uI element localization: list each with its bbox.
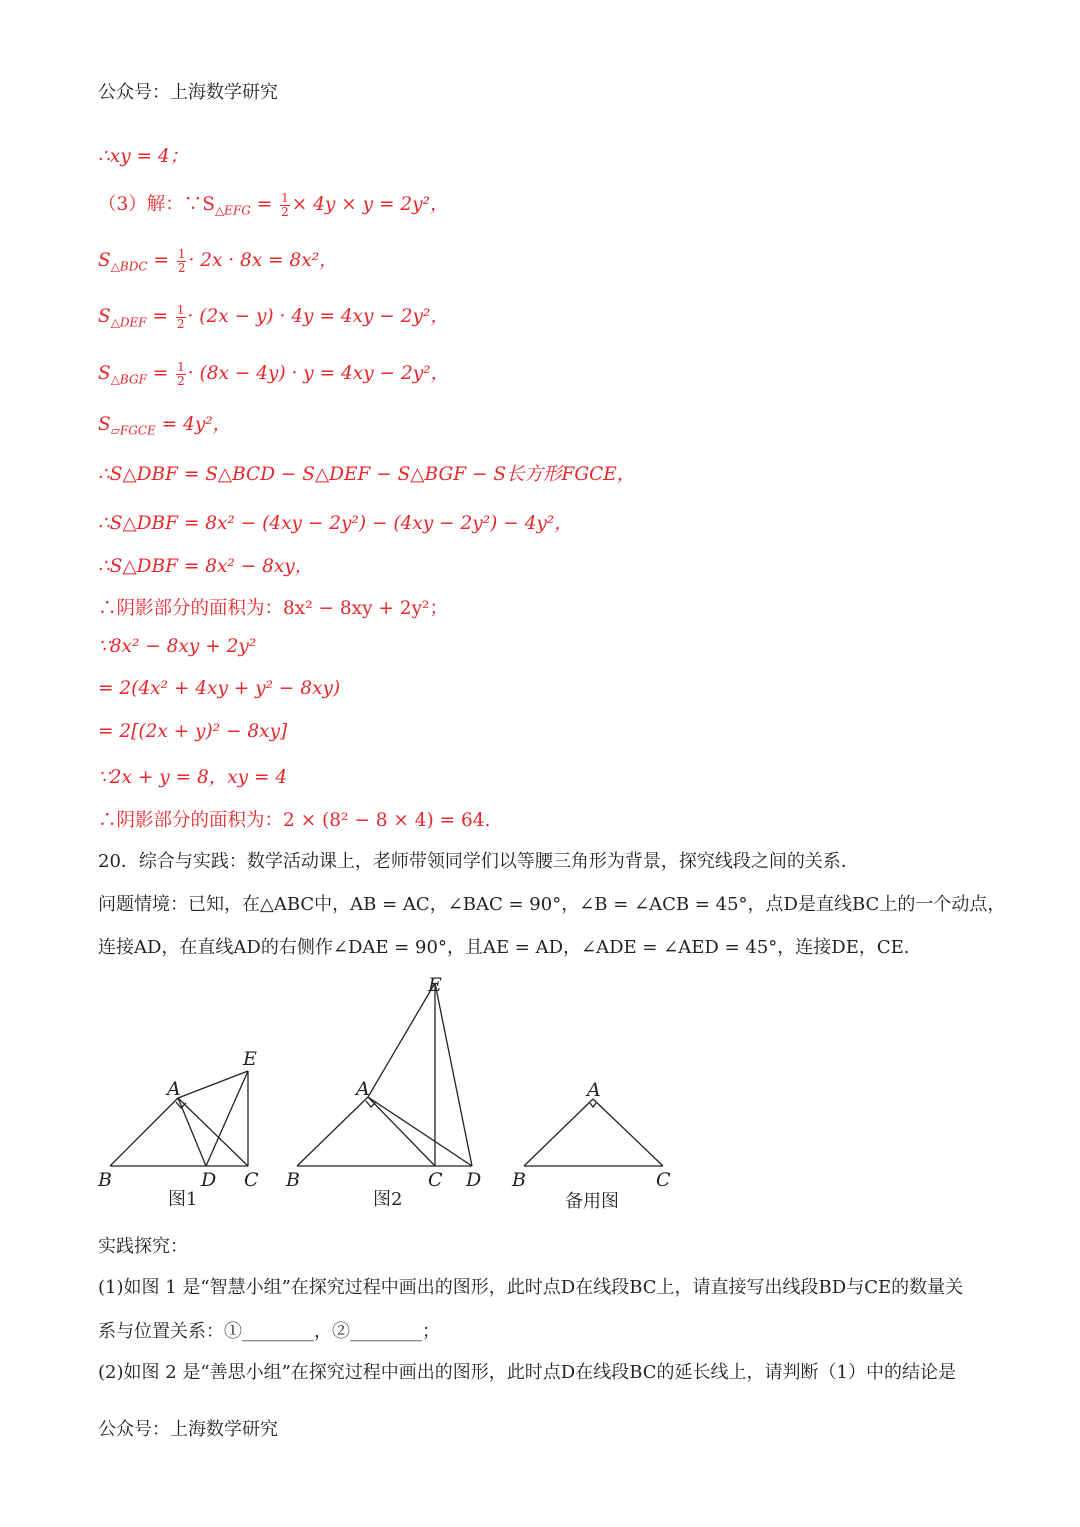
solution-line-14: ∵2x + y = 8，xy = 4 — [98, 767, 288, 788]
geometry-figures — [0, 965, 1080, 1225]
page-footer: 公众号：上海数学研究 — [98, 1419, 278, 1440]
frac-num: 1 — [176, 302, 185, 317]
fig2-label-D: D — [466, 1169, 482, 1191]
half-fraction — [176, 361, 186, 388]
l3-s: S — [98, 250, 111, 271]
l5-rest: · (8x − 4y) · y = 4xy − 2y²， — [187, 363, 450, 384]
problem-line-6: 系与位置关系：①________，②________； — [98, 1321, 440, 1342]
l6-rest: = 4y²， — [155, 414, 232, 435]
solution-line-10: ∴阴影部分的面积为：8x² − 8xy + 2y²； — [98, 598, 448, 619]
frac-num: 1 — [177, 246, 186, 261]
solution-line-4: $S_{\triangle DEF}$ = $\frac{1}{2}$ · (2x − y) · 4y = 4xy − 2y²， — [98, 302, 449, 331]
problem-line-4: 实践探究： — [98, 1236, 188, 1257]
half-fraction — [176, 304, 186, 331]
solution-line-2 — [98, 190, 448, 219]
solution-line-13: = 2[(2x + y)² − 8xy] — [98, 721, 288, 742]
l2-prefix: （3）解：∵S — [98, 194, 215, 215]
solution-line-1: ∴xy = 4； — [98, 146, 189, 167]
solution-line-15: ∴阴影部分的面积为：2 × (8² − 8 × 4) = 64. — [98, 810, 491, 831]
half-fraction — [177, 248, 187, 275]
l2-sub: △EFG — [214, 203, 251, 218]
problem-line-5: (1)如图 1 是“智慧小组”在探究过程中画出的图形，此时点D在线段BC上，请直接写出线段BD与CE的数量关 — [98, 1277, 964, 1298]
fig2-label-B: B — [286, 1169, 300, 1191]
l2-rest: × 4y × y = 2y²， — [291, 194, 449, 215]
fig3-label-A: A — [587, 1079, 601, 1101]
solution-line-7: ∴S△DBF = S△BCD − S△DEF − S△BGF − S长方形FGCE， — [98, 464, 636, 485]
l4-rest: · (2x − y) · 4y = 4xy − 2y²， — [187, 306, 449, 327]
l3-rest: · 2x · 8x = 8x²， — [188, 250, 338, 271]
fig2-caption: 图2 — [373, 1189, 403, 1210]
solution-line-8: ∴S△DBF = 8x² − (4xy − 2y²) − (4xy − 2y²) − 4y²， — [98, 513, 573, 534]
frac-den: 2 — [176, 316, 185, 331]
solution-line-6 — [98, 410, 231, 438]
frac-num: 1 — [281, 190, 289, 205]
fig2-label-A: A — [356, 1078, 370, 1100]
fig1-label-A: A — [167, 1078, 181, 1100]
fig2-label-C: C — [428, 1169, 443, 1191]
solution-line-3: $S_{\triangle BDC}$ = $\frac{1}{2}$ · 2x · 8x = 8x²， — [98, 246, 338, 275]
l5-sub: △BGF — [110, 372, 147, 387]
fig3-caption: 备用图 — [565, 1191, 619, 1212]
problem-line-2: 问题情境：已知，在△ABC中，AB = AC，∠BAC = 90°，∠B = ∠ACB = 45°，点D是直线BC上的一个动点， — [98, 894, 1006, 915]
solution-line-11: ∵8x² − 8xy + 2y² — [98, 636, 257, 657]
fig1-label-D: D — [201, 1169, 217, 1191]
l2-eq: = — [250, 194, 279, 215]
figure-2 — [297, 983, 472, 1166]
fig3-label-C: C — [656, 1169, 671, 1191]
frac-den: 2 — [281, 204, 289, 219]
fig1-label-B: B — [98, 1169, 112, 1191]
fig1-label-C: C — [244, 1169, 259, 1191]
fig3-label-B: B — [512, 1169, 526, 1191]
l5-s: S — [98, 363, 111, 384]
figure-3 — [524, 1099, 663, 1166]
l4-sub: △DEF — [110, 315, 147, 330]
problem-line-1: 20．综合与实践：数学活动课上，老师带领同学们以等腰三角形为背景，探究线段之间的关系． — [98, 851, 859, 872]
fig1-caption: 图1 — [168, 1189, 198, 1210]
solution-line-9: ∴S△DBF = 8x² − 8xy， — [98, 556, 314, 577]
half-fraction — [280, 192, 290, 219]
problem-line-7: (2)如图 2 是“善思小组”在探究过程中画出的图形，此时点D在线段BC的延长线上，请判断（1）中的结论是 — [98, 1362, 957, 1383]
fig1-label-E: E — [243, 1048, 257, 1070]
frac-den: 2 — [177, 373, 185, 388]
problem-line-3: 连接AD，在直线AD的右侧作∠DAE = 90°，且AE = AD，∠ADE = ∠AED = 45°，连接DE，CE. — [98, 937, 910, 958]
page-header: 公众号：上海数学研究 — [98, 82, 278, 103]
frac-num: 1 — [177, 359, 185, 374]
l6-s: S — [98, 414, 111, 435]
solution-line-12: = 2(4x² + 4xy + y² − 8xy) — [98, 678, 341, 699]
l6-sub: ▱FGCE — [110, 423, 156, 438]
solution-line-5: $S_{\triangle BGF}$ = $\frac{1}{2}$ · (8x − 4y) · y = 4xy − 2y²， — [98, 359, 450, 388]
frac-den: 2 — [177, 260, 186, 275]
l4-s: S — [98, 306, 111, 327]
fig2-label-E: E — [428, 974, 442, 996]
l3-sub: △BDC — [110, 259, 148, 274]
